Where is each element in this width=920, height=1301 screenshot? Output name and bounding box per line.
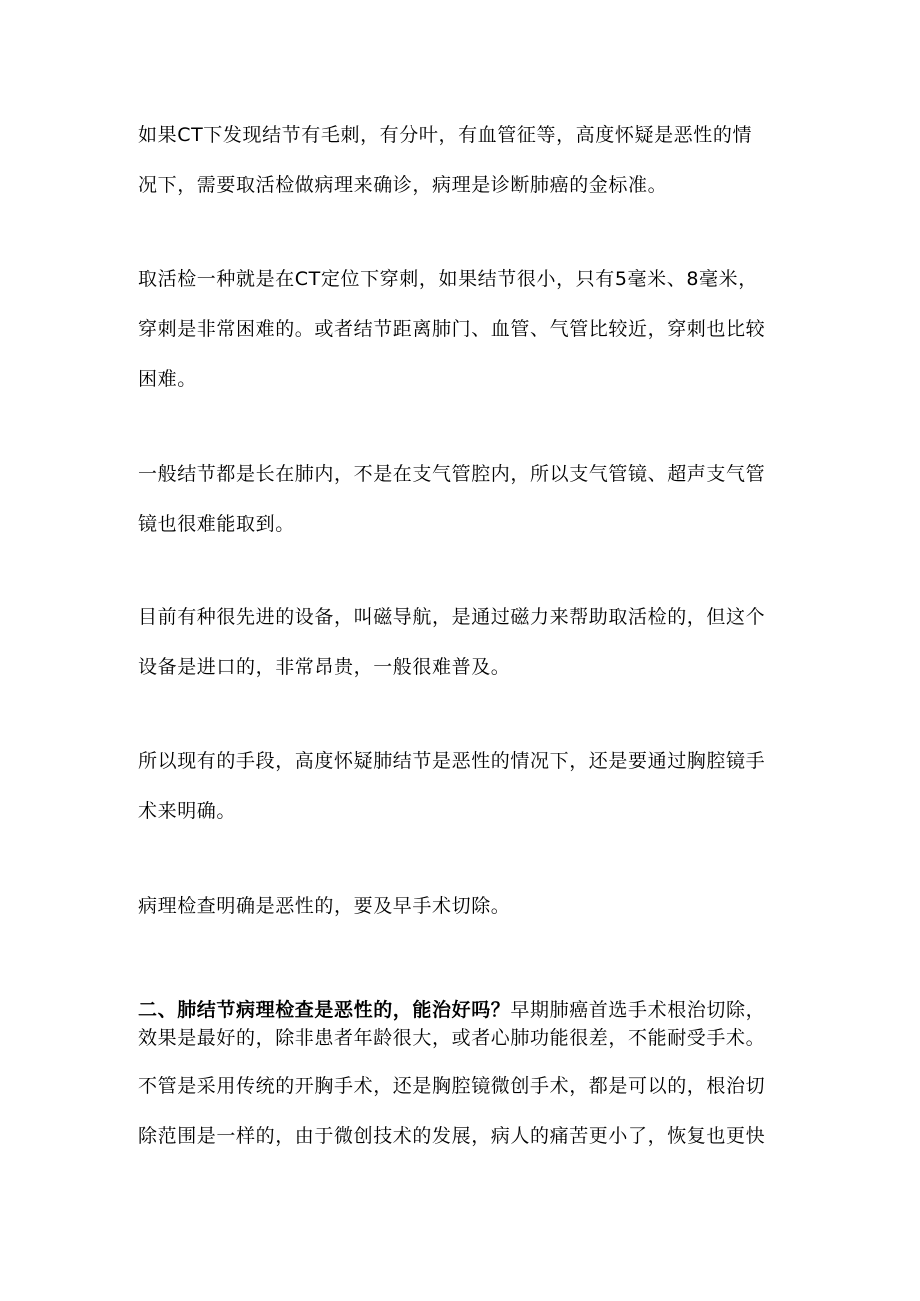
section-paragraph-line-2: 不管是采用传统的开胸手术，还是胸腔镜微创手术，都是可以的，根治切: [138, 1075, 766, 1097]
section-paragraph-line-3: 除范围是一样的，由于微创技术的发展，病人的痛苦更小了，恢复也更快: [138, 1125, 766, 1147]
section-heading: 二、肺结节病理检查是恶性的，能治好吗？: [138, 999, 511, 1021]
paragraph-4-line-1: 目前有种很先进的设备，叫磁导航，是通过磁力来帮助取活检的，但这个: [138, 606, 766, 628]
section-heading-line: [138, 997, 798, 1023]
paragraph-2-line-1: 取活检一种就是在CT定位下穿刺，如果结节很小，只有5毫米、8毫米，: [138, 268, 758, 290]
paragraph-5-line-1: 所以现有的手段，高度怀疑肺结节是恶性的情况下，还是要通过胸腔镜手: [138, 750, 766, 772]
paragraph-2-line-2: 穿刺是非常困难的。或者结节距离肺门、血管、气管比较近，穿刺也比较: [138, 318, 766, 340]
paragraph-5-line-2: 术来明确。: [138, 800, 237, 822]
paragraph-4-line-2: 设备是进口的，非常昂贵，一般很难普及。: [138, 656, 511, 678]
section-paragraph-line-1: 效果是最好的，除非患者年龄很大，或者心肺功能很差，不能耐受手术。: [138, 1027, 766, 1049]
paragraph-3-line-2: 镜也很难能取到。: [138, 513, 295, 535]
paragraph-6-line-1: 病理检查明确是恶性的，要及早手术切除。: [138, 895, 511, 917]
paragraph-3-line-1: 一般结节都是长在肺内，不是在支气管腔内，所以支气管镜、超声支气管: [138, 463, 766, 485]
paragraph-1-line-1: 如果CT下发现结节有毛刺，有分叶，有血管征等，高度怀疑是恶性的情: [138, 124, 753, 146]
paragraph-1-line-2: 况下，需要取活检做病理来确诊，病理是诊断肺癌的金标准。: [138, 174, 668, 196]
paragraph-2-line-3: 困难。: [138, 368, 197, 390]
section-heading-continuation: 早期肺癌首选手术根治切除，: [510, 999, 766, 1021]
